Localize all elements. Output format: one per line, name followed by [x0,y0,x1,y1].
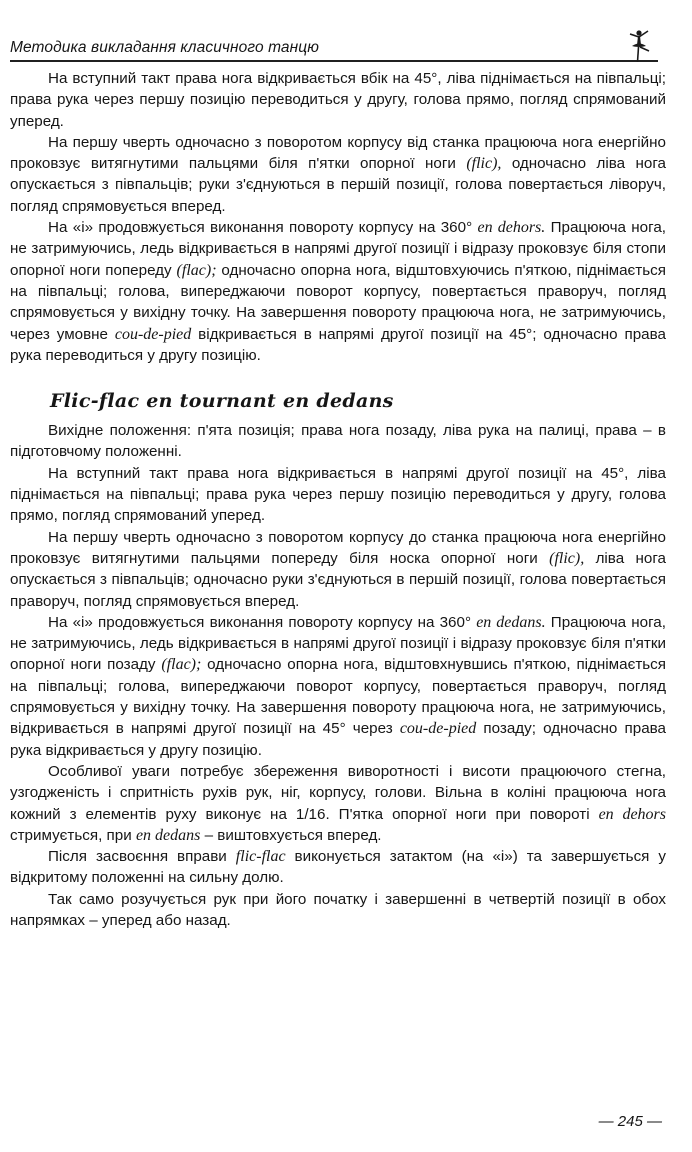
paragraph: На «і» продовжується виконання повороту корпусу на 360° en dehors. Працююча нога, не затримуючись, ледь відкривається в напрямі другої позиції і відразу проковзує біля стопи опорної ноги попереду (flac); одночасно опорна нога, відштовхуючись п'яткою, піднімається на півпальці; голова, випереджаючи поворот корпусу, повертається праворуч, погляд спрямовується у вихідну точку. На завершення повороту працююча нога, не затримуючись, через умовне cou-de-pied відкривається в напрямі другої позиції на 45°; одночасно права рука переводиться у другу позицію. [10,219,666,364]
paragraph: Так само розучується рук при його початку і завершенні в четвертій позиції в обох напрямках – уперед або назад. [10,890,666,929]
page-body [10,68,666,931]
section-heading: Flic-flac en tournant en dedans [50,390,394,413]
term-italic: cou-de-pied [114,325,192,343]
paragraph: Особливої уваги потребує збереження виворотності і висоти працюючого стегна, узгодженість і спритність рухів рук, ніг, корпусу, голови. Вільна в коліні працююча нога кожний з елементів руху виконує на 1/16. П'ятка опорної ноги при повороті en dehors стримується, при en dedans – виштовхується вперед. [10,762,667,844]
paragraph: На вступний такт права нога відкривається вбік на 45°, ліва піднімається на півпальці; права рука через першу позицію переводиться у другу, голова прямо, погляд спрямований уперед. [10,70,666,130]
paragraph: На вступний такт права нога відкривається в напрямі другої позиції на 45°, ліва піднімається на півпальці; права рука через першу позицію переводиться у другу, голова прямо, погляд спрямований уперед. [10,464,666,525]
term-italic: en dehors [598,805,667,823]
term-italic: cou-de-pied [399,720,477,738]
paragraph: На першу чверть одночасно з поворотом корпусу до станка працююча нога енергійно проковзує витягнутими пальцями попереду біля носка опорної ноги (flic), ліва нога опускається з півпальців; одночасно руки з'єднуються в першій позиції, голова повертається праворуч, погляд спрямовується вперед. [10,528,667,610]
term-italic: (flac); [161,656,202,674]
term-italic: en dedans. [476,613,546,631]
running-title: Методика викладання класичного танцю [10,39,319,56]
term-italic: en dedans [135,826,201,844]
paragraph: На «і» продовжується виконання повороту корпусу на 360° en dedans. Працююча нога, не затримуючись, ледь відкривається в напрямі другої позиції і відразу проковзує біля п'ятки опорної ноги позаду (flac); одночасно опорна нога, відштовхнувшись п'яткою, піднімається на півпальці; голова, випереджаючи поворот корпусу, повертається праворуч, погляд спрямовується у вихідну точку. На завершення повороту працююча нога, не затримуючись, відкривається в напрямі другої позиції на 45° через cou-de-pied позаду; одночасно права рука відкривається у другу позицію. [10,613,667,759]
ballerina-icon [624,28,652,64]
running-header [10,30,658,62]
paragraph: Після засвоєння вправи flic-flac виконується затактом (на «і») та завершується у відкритому положенні на сильну долю. [10,848,666,887]
term-italic: (flic), [549,549,585,567]
paragraph: Вихідне положення: п'ята позиція; права нога позаду, ліва рука на палиці, права – в підготовчому положенні. [10,422,666,461]
term-italic: en dehors. [477,219,546,237]
term-italic: (flac); [176,261,217,279]
page-number: — 245 — [598,1113,662,1130]
term-italic: (flic), [466,155,502,173]
paragraph: На першу чверть одночасно з поворотом корпусу від станка працююча нога енергійно проковзує витягнутими пальцями біля п'ятки опорної ноги (flic), одночасно ліва нога опускається з півпальців; руки з'єднуються в першій позиції, голова повертається ліворуч, погляд спрямовується вперед. [10,133,666,215]
term-italic: flic-flac [235,848,286,866]
